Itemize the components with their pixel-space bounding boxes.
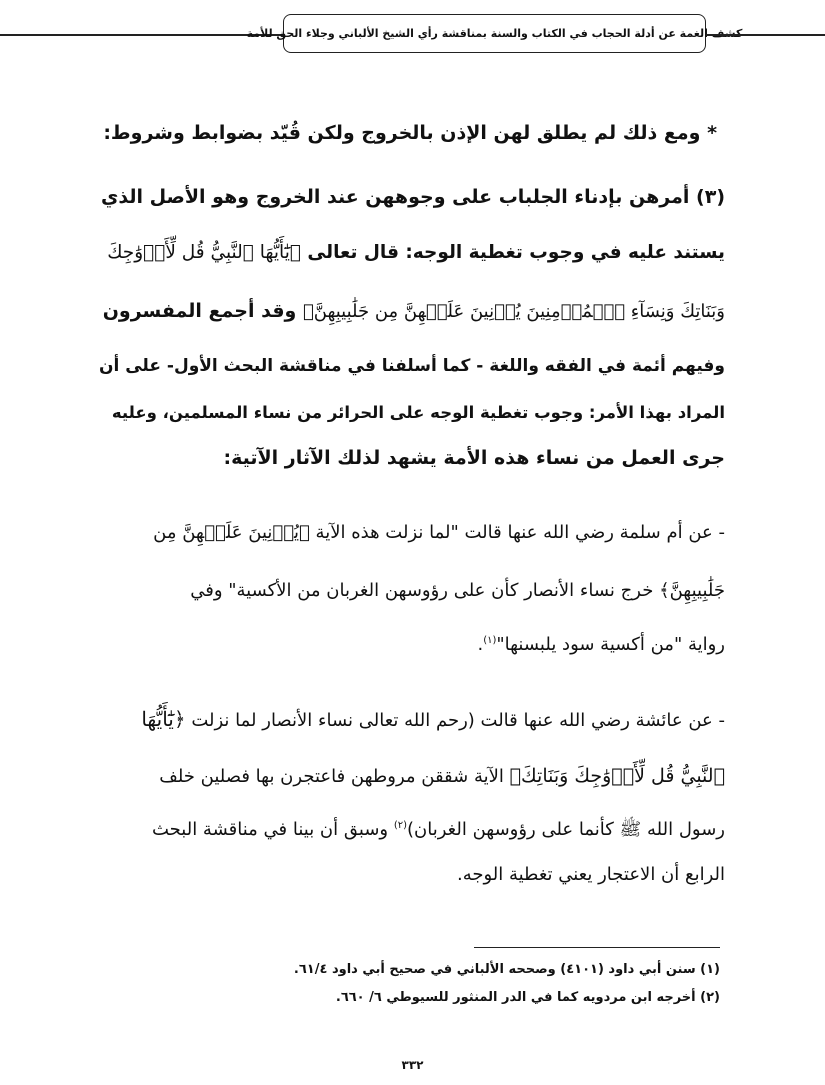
hadith2-line2 xyxy=(159,765,725,787)
point3-line2 xyxy=(107,242,725,263)
hadith2-line1-text: - عن عائشة رضي الله عنها قالت (رحم الله تعالى نساء الأنصار لما نزلت xyxy=(191,710,725,731)
hadith2-line2-text: الآية شققن مروطهن فاعتجرن بها فصلين خلف xyxy=(159,766,504,787)
footnote-separator xyxy=(474,947,720,948)
hadith1-line2 xyxy=(190,580,725,601)
footnote-1-text: (١) سنن أبي داود (٤١٠١) وصححه الألباني في صحيح أبي داود ٦١/٤. xyxy=(293,962,720,977)
header-rule-left xyxy=(0,34,283,38)
point3-line2-text: يستند عليه في وجوب تغطية الوجه: قال تعالى xyxy=(307,242,725,263)
hadith1-line3-end: . xyxy=(477,634,484,655)
footnote-1 xyxy=(294,962,720,977)
quran-verse: ﴿يُدۡنِينَ عَلَيۡهِنَّ مِن xyxy=(153,522,310,543)
hadith2-line3 xyxy=(152,818,725,844)
hadith2-line4-text: الرابع أن الاعتجار يعني تغطية الوجه. xyxy=(456,864,725,885)
point3-line5-text: المراد بهذا الأمر: وجوب تغطية الوجه على الحرائر من نساء المسلمين، وعليه xyxy=(111,403,725,422)
footnote-ref-1[interactable]: (١) xyxy=(483,635,497,646)
quran-verse: ﴿يَٰٓأَيُّهَا ٱلنَّبِيُّ قُل لِّأَزۡوَٰجِكَ xyxy=(107,242,301,263)
point3-line4 xyxy=(99,356,725,376)
point3-line6-text: جرى العمل من نساء هذه الأمة يشهد لذلك الآثار الآتية: xyxy=(223,447,725,469)
point3-line3 xyxy=(103,300,725,322)
hadith2-line1 xyxy=(141,707,725,731)
quran-verse: وَبَنَاتِكَ وَنِسَآءِ ٱلۡمُؤۡمِنِينَ يُدۡنِينَ عَلَيۡهِنَّ مِن جَلَٰبِيبِهِنَّ﴾ xyxy=(302,301,725,322)
point3-line6 xyxy=(224,447,725,469)
point3-line4-text: وفيهم أئمة في الفقه واللغة - كما أسلفنا في مناقشة البحث الأول- على أن xyxy=(98,356,725,376)
intro-paragraph xyxy=(103,122,717,144)
hadith1-line1 xyxy=(153,522,725,543)
hadith1-line3-text: رواية "من أكسية سود يلبسنها" xyxy=(496,634,725,655)
hadith1-line3 xyxy=(477,634,725,655)
point3-line3-text: وقد أجمع المفسرون xyxy=(102,300,297,322)
point3-line1-text: (٣) أمرهن بإدناء الجلباب على وجوههن عند الخروج وهو الأصل الذي xyxy=(100,186,725,208)
hadith2-line3-end: وسبق أن بينا في مناقشة البحث xyxy=(152,819,394,840)
quran-verse: ﴿يَٰٓأَيُّهَا xyxy=(141,707,186,731)
footnote-2-text: (٢) أخرجه ابن مردويه كما في الدر المنثور للسيوطي ٦/ ٦٦٠. xyxy=(335,990,720,1005)
running-title: كشف الغمة عن أدلة الحجاب في الكتاب والسنة بمناقشة رأي الشيخ الألباني وجلاء الحق للأمة xyxy=(246,27,743,40)
running-header xyxy=(246,14,743,53)
hadith2-line3-text: رسول الله ﷺ كأنما على رؤوسهن الغربان) xyxy=(407,819,725,840)
quran-verse: ٱلنَّبِيُّ قُل لِّأَزۡوَٰجِكَ وَبَنَاتِكَ﴾ xyxy=(509,765,725,787)
quran-verse: جَلَٰبِيبِهِنَّ﴾ xyxy=(659,580,725,601)
footnote-2 xyxy=(336,990,720,1005)
point3-line1 xyxy=(101,186,725,208)
point3-line5 xyxy=(112,403,725,422)
hadith1-line2-text: خرج نساء الأنصار كأن على رؤوسهن الغربان من الأكسية" وفي xyxy=(190,580,654,601)
intro-text: * ومع ذلك لم يطلق لهن الإذن بالخروج ولكن قُيّد بضوابط وشروط: xyxy=(103,122,717,144)
page-number: ٣٣٢ xyxy=(401,1058,424,1072)
hadith1-line1-text: - عن أم سلمة رضي الله عنها قالت "لما نزلت هذه الآية xyxy=(315,522,725,543)
footnote-ref-2[interactable]: (٢) xyxy=(393,820,408,831)
hadith2-line4 xyxy=(457,864,725,885)
header-rule-right xyxy=(706,34,825,38)
